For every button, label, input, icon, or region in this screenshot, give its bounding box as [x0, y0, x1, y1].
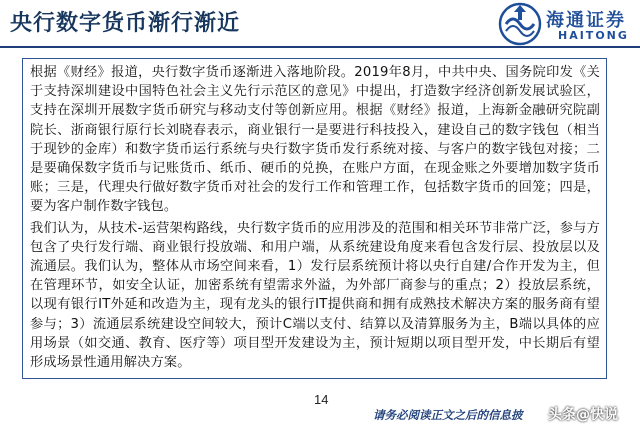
footer-disclaimer: 请务必阅读正文之后的信息披	[373, 408, 523, 422]
paragraph-1: 根据《财经》报道，央行数字货币逐渐进入落地阶段。2019年8月，中共中央、国务院印发《关于支持深圳建设中国特色社会主义先行示范区的意见》中提出，打造数字经济创新发展试验区，支持在深圳开展数字货币研究与移动支付等创新应用。根据《财经》报道，上海新金融研究院副院长、浙商银行原行长刘晓春表示，商业银行一是要进行科技投入，建设自己的数字钱包（相当于现钞的金库）和数字货币运行系统与央行数字货币发行系统对接、与客户的数字钱包对接；二是要确保数字货币与记账货币、纸币、硬币的兑换，在账户方面，在现金账之外要增加数字货币账；三是，代理央行做好数字货币对社会的发行工作和管理工作，包括数字货币的回笼；四是，要为客户制作数字钱包。	[30, 65, 600, 215]
paragraph-2: 我们认为，从技术-运营架构路线，央行数字货币的应用涉及的范围和相关环节非常广泛，参与方包含了央行发行端、商业银行投放端、和用户端，从系统建设角度来看包含发行层、投放层以及流通层。我们认为，整体从市场空间来看，1）发行层系统预计将以央行自建/合作开发为主，但在管理环节，如安全认证，加密系统有望需求外溢，为外部厂商参与的重点；2）投放层系统，以现有银行IT外延和改造为主，现有龙头的银行IT提供商和拥有成熟技术解决方案的服务商有望参与；3）流通层系统建设空间较大，预计C端以支付、结算以及清算服务为主，B端以具体的应用场景（如交通、教育、医疗等）项目型开发建设为主，预计短期以项目型开发，中长期后有望形成场景性通用解决方案。	[30, 220, 600, 371]
content-box	[22, 58, 607, 379]
watermark: 头条@快说	[548, 407, 618, 423]
page-number: 14	[314, 392, 329, 407]
page-title: 央行数字货币渐行渐近	[10, 11, 241, 36]
haitong-logo-mark-icon	[498, 2, 542, 46]
header	[0, 0, 640, 50]
company-logo	[498, 2, 634, 46]
logo-name-cn: 海通证券	[546, 10, 626, 31]
header-divider	[0, 46, 640, 48]
logo-name-en: HAITONG	[558, 29, 629, 42]
